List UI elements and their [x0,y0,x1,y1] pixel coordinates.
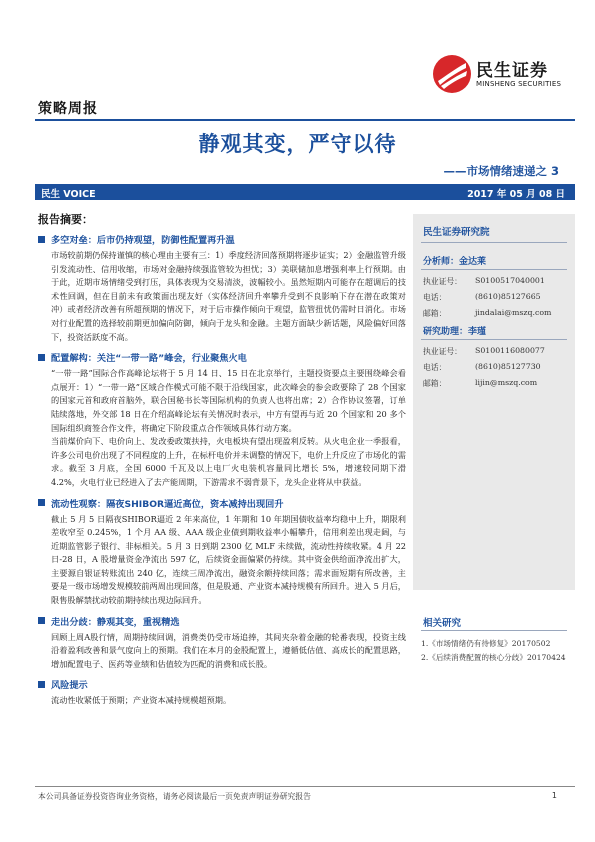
assistant-license: 执业证号： S0100116080077 [423,346,545,356]
section-paragraph: 流动性收紧低于预期；产业资本减持规模超预期。 [51,695,232,706]
panel-divider [421,339,567,340]
brand-name-en: MINSHENG SECURITIES [476,80,562,88]
assistant-phone: 电话： (8610)85127730 [423,362,541,372]
report-title: 静观其变，严守以待 [198,132,397,156]
related-item[interactable]: 1.《市场情绪仍有待修复》20170502 [421,639,551,648]
brand-name-cn: 民生证券 [476,61,548,81]
summary-body [38,232,406,714]
section-heading: 走出分歧：静观其变，重视精选 [38,614,406,628]
section-heading: 风险提示 [38,677,406,691]
minsheng-logo-icon [432,54,472,94]
report-subtitle: ——市场情绪速递之 3 [443,164,559,178]
assistant-email: 邮箱： lijin@mszq.com [423,378,538,388]
related-item[interactable]: 2.《后续消费配置的核心分歧》20170424 [421,653,566,662]
bullet-square-icon [38,681,45,688]
footer-divider [35,786,575,787]
section-paragraph: 截止 5 月 5 日隔夜SHIBOR逼近 2 年来高位，1 年期和 10 年期国债收益率均稳中上升，期限利差收窄至 0.245%，1 个月 AA 级、AAA 级企业债到期收益率小幅攀升，信用利差出现走阔，与近期监管影子银行、非标相关。5 月 3 日到期 2300 亿 MLF 未续做，流动性持续收紧。4 月 22 日-28 日，A 股增量资金净流出 597 亿，后续资金面偏紧仍持续。其中资金供给面净流出扩大，主要源自银证转账流出 240 亿，连续三周净流出，融资余额持续回落；需求面短期有所改善，主要是一级市场增发规模较前两周出现回落，但是股通、产业资本减持规模有所回升。进入 5 月后，限售股解禁扰动较前期持续出现边际回升。 [51,513,406,606]
analyst-panel [413,214,575,590]
analyst-email: 邮箱： jindalai@mszq.com [423,308,552,318]
section-heading: 配置解构：关注“一带一路”峰会，行业聚焦火电 [38,350,406,364]
summary-title: 报告摘要： [38,213,93,226]
analyst-phone: 电话： (8610)85127665 [423,292,541,302]
section-paragraph: “一带一路”国际合作高峰论坛将于 5 月 14 日、15 日在北京举行，主题投资要点主要围绕峰会看点展开：1）“一带一路”区域合作模式可能不限于沿线国家，此次峰会的参会政要除了 28 个国家的国家元首和政府首脑外，联合国秘书长等国际机构的负责人也将出席；2）合作协议签署，订单陆续落地，外交部 18 日在介绍高峰论坛有关情况时表示，中方有望再与近 20 个国家和 20 多个国际组织商签合作文件，将确定下阶段重点合作领域具体行动方案。 当前煤价向下、电价向上、发改委政策扶持，火电板块有望出现盈利反转。从火电企业一季报看，许多公司电价出现了不同程度的上升，在标杆电价并未调整的情况下，电价上升反应了市场化的需求。截至 3 月底，全国 6000 千瓦及以上电厂火电装机容量同比增长 5%，增速较同期下滑 4.2%，火电行业已经进入了去产能周期，下游需求不弱背景下，龙头企业将从中获益。 [51,368,406,487]
analyst-license: 执业证号： S0100517040001 [423,276,545,286]
page-number: 1 [551,791,557,800]
header-band [35,184,575,200]
bullet-square-icon [38,354,45,361]
analyst-role: 分析师：金达莱 [423,257,487,267]
institute-name: 民生证券研究院 [423,227,490,238]
related-divider [421,630,567,631]
assistant-role: 研究助理：李瑾 [423,327,487,337]
section-heading: 流动性观察：隔夜SHIBOR逼近高位，资本减持出现回升 [38,496,406,510]
panel-divider [421,242,567,243]
brand-logo [432,54,572,96]
footer-disclaimer: 本公司具备证券投资咨询业务资格，请务必阅读最后一页免责声明证券研究报告 [38,792,311,801]
assistant-email-link[interactable]: lijin@mszq.com [475,378,538,387]
report-type: 策略周报 [38,101,98,117]
bullet-square-icon [38,236,45,243]
header-divider [35,119,575,121]
panel-divider [421,269,567,270]
section-paragraph: 回顾上周A股行情，周期持续回调，消费类仍受市场追捧，其间夹杂着金融的轮番表现，投资主线沿着盈利改善和景气度向上的预期。我们在本月的金股配置上，遵循低估值、高成长的配置思路，增加配置电子、医药等业绩和估值较为匹配的消费和成长股。 [51,631,406,669]
bullet-square-icon [38,617,45,624]
band-series: 民生 VOICE [41,189,96,200]
section-heading: 多空对垒：后市仍持观望，防御性配置再升温 [38,232,406,246]
analyst-email-link[interactable]: jindalai@mszq.com [475,308,552,317]
related-title: 相关研究 [423,618,462,629]
band-date: 2017 年 05 月 08 日 [467,189,565,200]
bullet-square-icon [38,499,45,506]
section-paragraph: 市场较前期仍保持谨慎的核心理由主要有三：1）季度经济回落预期将逐步证实；2）金融监管升级引发流动性、信用收缩，市场对金融持续强监管较为担忧；3）美联储加息增强利率上行预期。由于此，近期市场情绪受到打压，具体表现为交易清淡，波幅较小。虽然短期内可能存在超调后的技术性回调，但在目前未有政策面出现友好（实体经济回升率攀升受到不良影响下存在潜在政策对冲）或者经济改善有所超预期的情况下，对于后市操作倾向于观望，监管扭忧仍需时日消化。市场对行业配置的选择较前期更加偏向防御，倾向于龙头和金融。主题方面缺少新话题，风险偏好回落下，投资活跃度不高。 [51,250,406,342]
